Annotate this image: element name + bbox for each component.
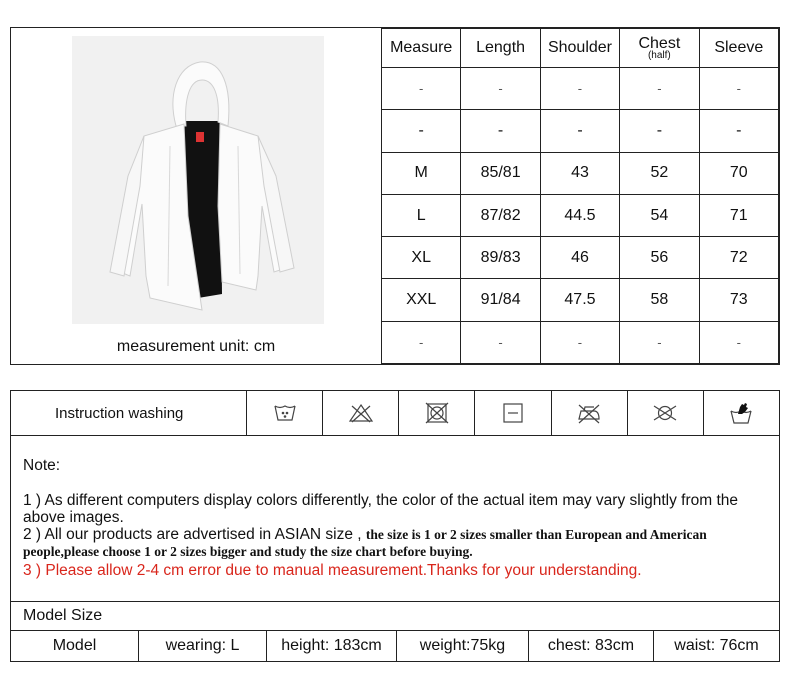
table-cell: 89/83 xyxy=(461,237,540,279)
do-not-iron-icon xyxy=(576,402,602,424)
dry-flat-icon xyxy=(500,402,526,424)
table-row xyxy=(382,279,779,321)
table-cell: - xyxy=(540,321,619,363)
table-cell: 52 xyxy=(620,152,699,194)
header-chest xyxy=(620,29,699,68)
do-not-dry-clean-icon xyxy=(652,402,678,424)
table-row xyxy=(382,321,779,363)
table-cell: 70 xyxy=(699,152,778,194)
do-not-dry-clean-cell xyxy=(628,391,704,435)
header-chest-label: Chest xyxy=(638,35,681,53)
dry-flat-cell xyxy=(475,391,551,435)
table-cell: 91/84 xyxy=(461,279,540,321)
hand-wash-icon xyxy=(728,402,754,424)
table-cell: 56 xyxy=(620,237,699,279)
model-cell-waist: waist: 76cm xyxy=(674,637,759,654)
table-cell: M xyxy=(382,152,461,194)
table-cell: 87/82 xyxy=(461,194,540,236)
model-cell-label: Model xyxy=(11,631,139,661)
model-cell-chest: chest: 83cm xyxy=(529,631,654,661)
table-cell: - xyxy=(620,321,699,363)
table-row xyxy=(382,194,779,236)
product-photo xyxy=(72,36,324,324)
size-table xyxy=(381,28,779,364)
table-cell: 44.5 xyxy=(540,194,619,236)
note-2-rest: the size is 1 or 2 sizes smaller than European and American people,please choose 1 or 2 sizes bigger and study the size chart before buying. xyxy=(23,527,707,559)
note-1: 1 ) As different computers display colors differently, the color of the actual item may vary slightly from the above images. xyxy=(23,492,739,526)
table-cell: L xyxy=(382,194,461,236)
table-cell: - xyxy=(620,68,699,110)
table-cell: 72 xyxy=(699,237,778,279)
model-cell-height: height: 183cm xyxy=(267,631,397,661)
table-cell: 47.5 xyxy=(540,279,619,321)
table-cell: 46 xyxy=(540,237,619,279)
model-cell-wearing: wearing: L xyxy=(139,631,267,661)
header-shoulder: Shoulder xyxy=(540,29,619,68)
table-cell: 85/81 xyxy=(461,152,540,194)
table-cell: - xyxy=(620,110,699,152)
do-not-bleach-cell xyxy=(323,391,399,435)
table-row xyxy=(382,152,779,194)
note-3: 3 ) Please allow 2-4 cm error due to manual measurement.Thanks for your understanding. xyxy=(23,562,642,579)
table-cell: - xyxy=(382,68,461,110)
note-2 xyxy=(23,526,773,560)
header-chest-sub: (half) xyxy=(647,50,671,62)
table-cell: 54 xyxy=(620,194,699,236)
header-measure: Measure xyxy=(382,29,461,68)
size-table-header xyxy=(382,29,779,68)
table-cell: 73 xyxy=(699,279,778,321)
table-cell: - xyxy=(461,68,540,110)
table-cell: - xyxy=(699,321,778,363)
table-cell: - xyxy=(382,321,461,363)
header-sleeve: Sleeve xyxy=(699,29,778,68)
hand-wash-cell xyxy=(704,391,779,435)
size-chart-section xyxy=(10,27,780,365)
header-length: Length xyxy=(461,29,540,68)
wash-30-icon xyxy=(272,402,298,424)
wash-30-cell xyxy=(247,391,323,435)
table-cell: XXL xyxy=(382,279,461,321)
table-cell: - xyxy=(382,110,461,152)
table-cell: - xyxy=(461,110,540,152)
note-2-prefix: 2 ) All our products are advertised in ASIAN size , xyxy=(23,526,362,543)
do-not-iron-cell xyxy=(552,391,628,435)
table-cell: - xyxy=(699,110,778,152)
table-cell: - xyxy=(540,110,619,152)
cardigan-illustration xyxy=(72,36,324,324)
product-photo-area xyxy=(11,28,382,364)
do-not-tumble-dry-cell xyxy=(399,391,475,435)
washing-instructions-row xyxy=(11,391,779,436)
table-cell: 71 xyxy=(699,194,778,236)
table-cell: - xyxy=(699,68,778,110)
table-cell: 43 xyxy=(540,152,619,194)
washing-label: Instruction washing xyxy=(11,391,247,435)
do-not-bleach-icon xyxy=(348,402,374,424)
model-cell-weight: weight:75kg xyxy=(397,631,529,661)
table-cell: 58 xyxy=(620,279,699,321)
table-cell: - xyxy=(461,321,540,363)
table-cell: - xyxy=(540,68,619,110)
care-notes-section xyxy=(10,390,780,662)
model-size-title: Model Size xyxy=(11,601,779,631)
table-cell: XL xyxy=(382,237,461,279)
note-title: Note: xyxy=(23,457,61,474)
notes-block xyxy=(23,457,773,579)
table-row xyxy=(382,110,779,152)
measurement-unit-label: measurement unit: cm xyxy=(116,338,276,355)
table-row xyxy=(382,237,779,279)
table-row xyxy=(382,68,779,110)
do-not-tumble-dry-icon xyxy=(424,402,450,424)
model-size-row xyxy=(11,631,779,661)
